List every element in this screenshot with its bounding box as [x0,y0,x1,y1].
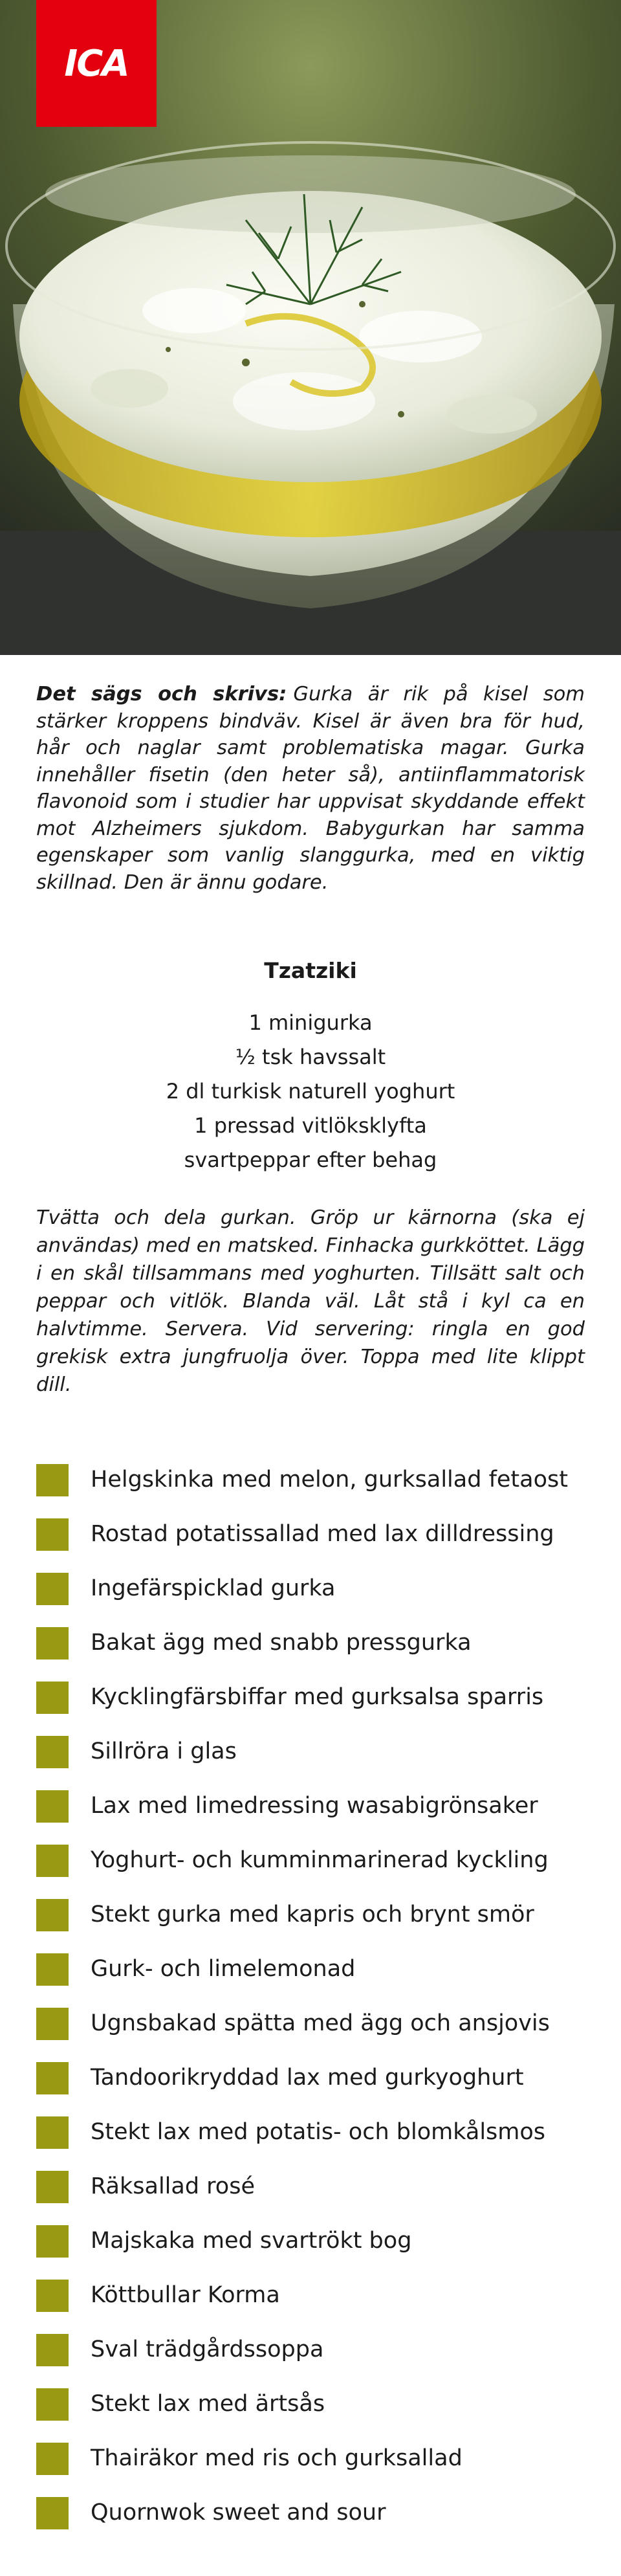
list-item-label: Ugnsbakad spätta med ägg och ansjovis [91,2010,550,2036]
list-item-label: Majskaka med svartrökt bog [91,2228,412,2254]
intro-paragraph [36,681,585,896]
hero-image [0,0,621,655]
square-bullet-icon [36,2008,69,2040]
list-item-label: Ingefärspicklad gurka [91,1575,336,1601]
square-bullet-icon [36,1953,69,1986]
list-item[interactable] [36,2058,605,2097]
list-item[interactable] [36,2167,605,2206]
list-item[interactable] [36,2113,605,2151]
list-item[interactable] [36,1623,605,1662]
list-item[interactable] [36,2004,605,2043]
list-item[interactable] [36,1786,605,1825]
square-bullet-icon [36,1899,69,1931]
square-bullet-icon [36,2334,69,2366]
square-bullet-icon [36,2497,69,2529]
ingredient-item: svartpeppar efter behag [184,1148,437,1172]
list-item-label: Quornwok sweet and sour [91,2500,386,2526]
intro-label: Det sägs och skrivs: [36,683,287,705]
list-item-label: Köttbullar Korma [91,2282,280,2308]
recipe-title: Tzatziki [264,958,357,983]
square-bullet-icon [36,2280,69,2312]
list-item[interactable] [36,1732,605,1771]
list-item-label: Stekt gurka med kapris och brynt smör [91,1902,534,1927]
list-item[interactable] [36,1841,605,1880]
list-item-label: Stekt lax med ärtsås [91,2391,325,2417]
ingredient-item: 2 dl turkisk naturell yoghurt [166,1079,455,1104]
list-item[interactable] [36,2384,605,2423]
square-bullet-icon [36,1736,69,1768]
list-item[interactable] [36,1895,605,1934]
square-bullet-icon [36,2171,69,2203]
logo-text: ICA [64,42,129,85]
list-item[interactable] [36,2493,605,2532]
square-bullet-icon [36,2388,69,2421]
list-item[interactable] [36,2330,605,2369]
list-item-label: Gurk- och limelemonad [91,1956,356,1982]
list-item[interactable] [36,2221,605,2260]
list-item[interactable] [36,1460,605,1499]
square-bullet-icon [36,1845,69,1877]
square-bullet-icon [36,2062,69,2094]
list-item[interactable] [36,1949,605,1988]
list-item-label: Räksallad rosé [91,2173,255,2199]
recipe-method: Tvätta och dela gurkan. Gröp ur kärnorna (ska ej användas) med en matsked. Finhacka gurkköttet. Lägg i en skål tillsammans med yoghurten. Tillsätt salt och peppar och vitlök. Blanda väl. Låt stå i kyl ca en halvtimme. Servera. Vid servering: ringla en god grekisk extra jungfruolja över. Toppa med lite klippt dill. [36,1206,585,1396]
square-bullet-icon [36,1790,69,1823]
list-item-label: Rostad potatissallad med lax dilldressing [91,1521,554,1547]
list-item[interactable] [36,2439,605,2478]
ingredients-list [0,1006,621,1177]
intro-text: Gurka är rik på kisel som stärker kroppens bindväv. Kisel är även bra för hud, hår och naglar samt problematiska magar. Gurka innehåller fisetin (den heter så), antiinflammatorisk flavonoid som i studier har uppvisat skyddande effekt mot Alzheimers sjukdom. Babygurkan har samma egenskaper som vanlig slanggurka, med en viktig skillnad. Den är ännu godare. [36,683,585,894]
list-item[interactable] [36,1515,605,1553]
ica-logo[interactable] [36,0,157,127]
list-item-label: Yoghurt- och kumminmarinerad kyckling [91,1847,549,1873]
list-item-label: Thairäkor med ris och gurksallad [91,2445,463,2471]
list-item[interactable] [36,2276,605,2315]
list-item[interactable] [36,1678,605,1716]
list-item-label: Stekt lax med potatis- och blomkålsmos [91,2119,546,2145]
ingredient-item: 1 minigurka [248,1010,373,1035]
square-bullet-icon [36,1682,69,1714]
list-item-label: Lax med limedressing wasabigrönsaker [91,1793,538,1819]
list-item-label: Helgskinka med melon, gurksallad fetaost [91,1467,568,1493]
ingredient-item: ½ tsk havssalt [235,1045,386,1069]
square-bullet-icon [36,2443,69,2475]
list-item-label: Sillröra i glas [91,1738,237,1764]
list-item-label: Sval trädgårdssoppa [91,2337,324,2362]
list-item[interactable] [36,1569,605,1608]
list-item-label: Kycklingfärsbiffar med gurksalsa sparris [91,1684,544,1710]
square-bullet-icon [36,2225,69,2258]
square-bullet-icon [36,1573,69,1605]
square-bullet-icon [36,1518,69,1551]
square-bullet-icon [36,1464,69,1496]
list-item-label: Tandoorikryddad lax med gurkyoghurt [91,2065,524,2091]
square-bullet-icon [36,1627,69,1660]
list-item-label: Bakat ägg med snabb pressgurka [91,1630,472,1656]
ingredient-item: 1 pressad vitlöksklyfta [194,1113,427,1138]
square-bullet-icon [36,2116,69,2149]
